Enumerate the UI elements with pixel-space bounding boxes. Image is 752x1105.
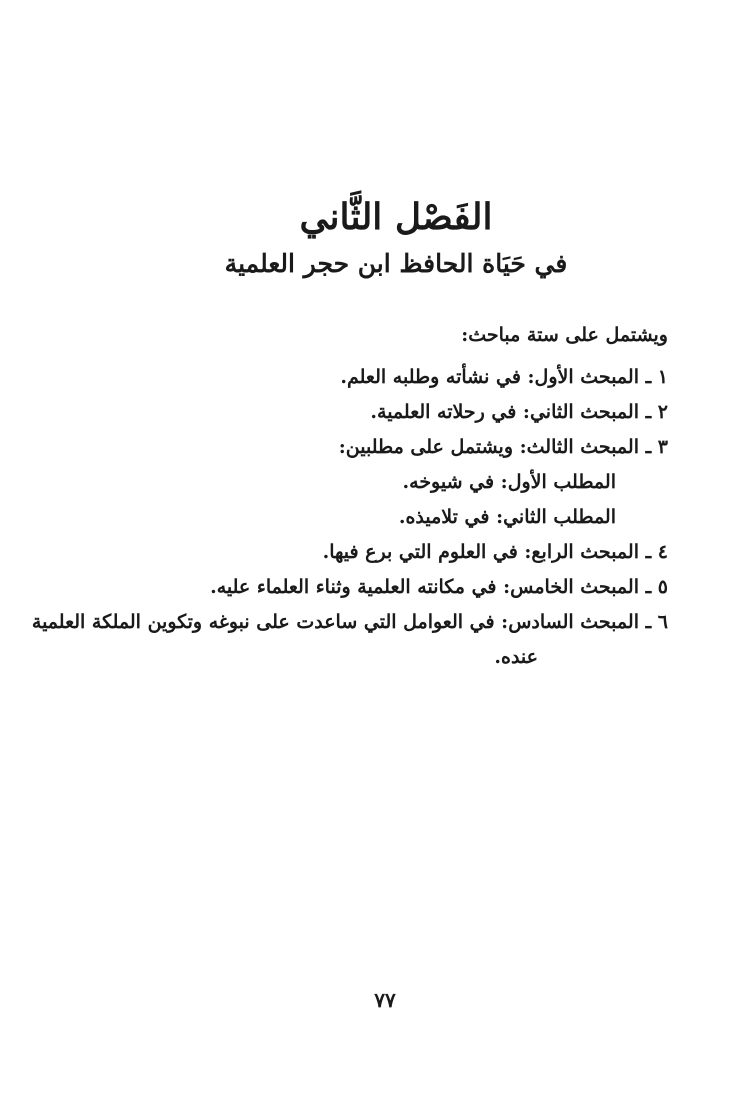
chapter-outline — [31, 318, 668, 675]
page-number: ٧٧ — [374, 988, 396, 1012]
outline-item-4: ٤ ـ المبحث الرابع: في العلوم التي برع فيها. — [322, 541, 668, 563]
outline-item-1: ١ ـ المبحث الأول: في نشأته وطلبه العلم. — [340, 366, 668, 388]
outline-item-6-continuation: عنده. — [494, 646, 538, 668]
outline-subitem-1: المطلب الأول: في شيوخه. — [402, 471, 616, 493]
outline-intro: ويشتمل على ستة مباحث: — [461, 324, 668, 346]
outline-item-3: ٣ ـ المبحث الثالث: ويشتمل على مطلبين: — [338, 436, 668, 458]
outline-item-6: ٦ ـ المبحث السادس: في العوامل التي ساعدت على نبوغه وتكوين الملكة العلمية — [31, 611, 668, 633]
outline-item-5: ٥ ـ المبحث الخامس: في مكانته العلمية وثناء العلماء عليه. — [210, 576, 668, 598]
outline-item-2: ٢ ـ المبحث الثاني: في رحلاته العلمية. — [370, 401, 668, 423]
chapter-title: الفَصْل الثَّاني — [299, 196, 493, 238]
chapter-subtitle: في حَيَاة الحافظ ابن حجر العلمية — [224, 249, 568, 278]
outline-subitem-2: المطلب الثاني: في تلاميذه. — [398, 506, 616, 528]
